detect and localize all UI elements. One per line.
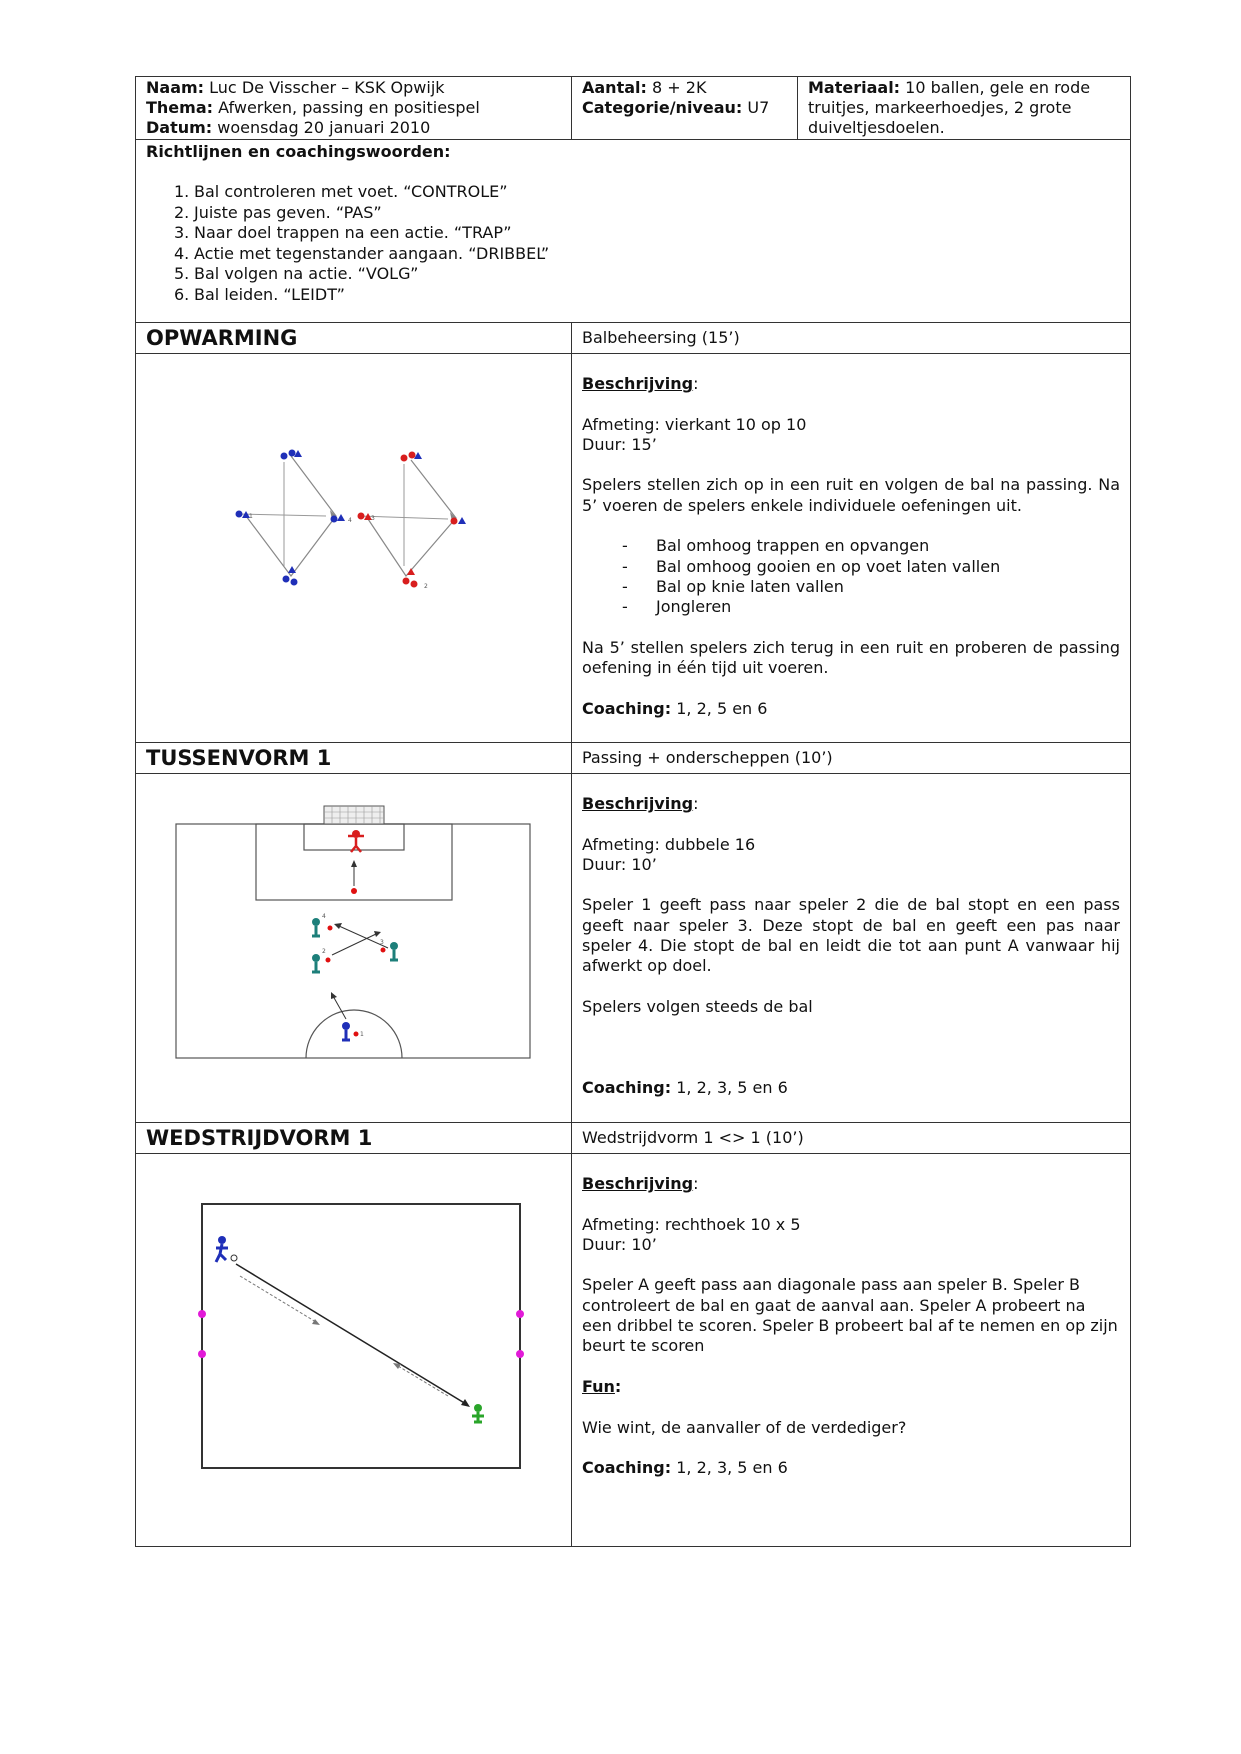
wedstrijdvorm-paragraph-1: Speler A geeft pass aan diagonale pass aan speler B. Speler B controleert de bal en gaat de aanval aan. Speler A probeert na een dribbel te scoren. Speler B probeert bal af te nemen en op zijn beurt te scoren: [582, 1275, 1118, 1356]
opwarming-title: OPWARMING: [146, 326, 298, 350]
duur: Duur: 15’: [582, 434, 657, 454]
categorie-label: Categorie/niveau:: [582, 98, 743, 117]
opwarming-bullets: [582, 536, 1120, 617]
wedstrijdvorm-subtitle-cell: [572, 1123, 1131, 1154]
opwarming-description: Beschrijving: Afmeting: vierkant 10 op 10 Duur: 15’ Spelers stellen zich op in een ruit en volgen de bal na passing. Na 5’ voeren de spelers enkele individuele oefeningen uit. - Bal omhoog trappen en opvangen - Bal omhoog gooien en op voet laten vallen - Bal op knie laten vallen - Jongleren Na 5’ stellen spelers zich terug in een ruit en proberen de passing oefening in één tijd uit voeren. Coaching: 1, 2, 5 en 6: [582, 374, 1120, 718]
wedstrijdvorm-title-cell: [136, 1123, 572, 1154]
wedstrijdvorm-subtitle: Wedstrijdvorm 1 <> 1 (10’): [582, 1128, 804, 1147]
thema-value: Afwerken, passing en positiespel: [218, 98, 480, 117]
player-4: [312, 913, 333, 936]
rule-item: 1. Bal controleren met voet. “CONTROLE”: [174, 182, 508, 201]
rules-cell: [136, 140, 1131, 323]
coaching-label: Coaching:: [582, 1078, 672, 1098]
player-3: [380, 939, 398, 960]
opwarming-diagram: [136, 354, 572, 738]
aantal-value: 8 + 2K: [652, 78, 707, 97]
goal-net: [324, 806, 384, 824]
coaching-value: 1, 2, 5 en 6: [676, 698, 768, 718]
bullet-item: - Bal omhoog gooien en op voet laten vallen: [622, 556, 1001, 576]
aantal-label: Aantal:: [582, 78, 647, 97]
afmeting: Afmeting: rechthoek 10 x 5: [582, 1214, 801, 1234]
materiaal-label: Materiaal:: [808, 78, 901, 97]
beschrijving-label: Beschrijving: [582, 374, 694, 393]
fun-text: Wie wint, de aanvaller of de verdediger?: [582, 1417, 907, 1437]
marker: [516, 1350, 524, 1358]
duur: Duur: 10’: [582, 854, 657, 874]
rule-item: 6. Bal leiden. “LEIDT”: [174, 284, 345, 304]
header-middle: [572, 77, 798, 140]
coaching-label: Coaching:: [582, 698, 672, 718]
tussenvorm-title-cell: [136, 743, 572, 774]
tussenvorm-paragraph-2: Spelers volgen steeds de bal: [582, 996, 813, 1016]
coaching-value: 1, 2, 3, 5 en 6: [676, 1078, 788, 1098]
header-left: [136, 77, 572, 140]
naam-value: Luc De Visscher – KSK Opwijk: [209, 78, 445, 97]
opwarming-title-row: [136, 323, 1131, 354]
tussenvorm-body-row: [136, 774, 1131, 1123]
opwarming-description-cell: [572, 354, 1131, 743]
tussenvorm-diagram-cell: [136, 774, 572, 1123]
marker: [198, 1350, 206, 1358]
bullet-item: - Jongleren: [622, 597, 732, 617]
tussenvorm-diagram: [136, 774, 572, 1118]
datum-label: Datum:: [146, 118, 213, 137]
training-sheet: [135, 76, 1131, 1547]
rule-item: 5. Bal volgen na actie. “VOLG”: [174, 264, 419, 283]
header-right: [798, 77, 1131, 140]
beschrijving-label: Beschrijving: [582, 794, 694, 813]
opwarming-title-cell: [136, 323, 572, 354]
rules-row: [136, 140, 1131, 323]
tussenvorm-subtitle: Passing + onderscheppen (10’): [582, 748, 833, 767]
bullet-item: - Bal omhoog trappen en opvangen: [622, 536, 930, 556]
wedstrijdvorm-body-row: [136, 1154, 1131, 1547]
opwarming-paragraph-1: Spelers stellen zich op in een ruit en volgen de bal na passing. Na 5’ voeren de spelers enkele individuele oefeningen uit.: [582, 475, 1120, 515]
rule-item: 3. Naar doel trappen na een actie. “TRAP”: [174, 223, 512, 242]
rules-title: Richtlijnen en coachingswoorden:: [146, 142, 451, 161]
rule-item: 2. Juiste pas geven. “PAS”: [174, 202, 382, 222]
rules-list: [146, 182, 1120, 305]
wedstrijdvorm-diagram: [136, 1154, 572, 1542]
rule-item: 4. Actie met tegenstander aangaan. “DRIBBEL”: [174, 243, 550, 263]
svg-text:1: 1: [360, 1031, 364, 1038]
duur: Duur: 10’: [582, 1234, 657, 1254]
svg-text:4: 4: [322, 913, 326, 920]
label-4: 4: [348, 517, 352, 524]
opwarming-subtitle: Balbeheersing (15’): [582, 328, 740, 347]
tussenvorm-subtitle-cell: [572, 743, 1131, 774]
label-2: 2: [424, 583, 428, 590]
thema-label: Thema:: [146, 98, 214, 117]
fun-label: Fun: [582, 1376, 615, 1396]
beschrijving-label: Beschrijving: [582, 1174, 694, 1193]
label-1: 1: [249, 513, 253, 520]
afmeting: Afmeting: vierkant 10 op 10: [582, 414, 807, 434]
materiaal-value: 10 ballen, gele en rode truitjes, markeerhoedjes, 2 grote duiveltjesdoelen.: [808, 78, 1091, 137]
naam-label: Naam:: [146, 78, 205, 97]
svg-text:2: 2: [322, 948, 326, 955]
wedstrijdvorm-diagram-cell: [136, 1154, 572, 1547]
player-2: [312, 948, 331, 972]
diamond-left: [236, 450, 353, 586]
datum-value: woensdag 20 januari 2010: [217, 118, 431, 137]
player-a: [216, 1236, 237, 1262]
afmeting: Afmeting: dubbele 16: [582, 834, 756, 854]
opwarming-diagram-cell: [136, 354, 572, 743]
diamond-right: [358, 452, 467, 591]
marker: [516, 1310, 524, 1318]
opwarming-subtitle-cell: [572, 323, 1131, 354]
player-1: [342, 1022, 364, 1040]
tussenvorm-title-row: [136, 743, 1131, 774]
categorie-value: U7: [747, 98, 770, 117]
coaching-value: 1, 2, 3, 5 en 6: [676, 1458, 788, 1478]
bullet-item: - Bal op knie laten vallen: [622, 576, 844, 596]
tussenvorm-paragraph-1: Speler 1 geeft pass naar speler 2 die de bal stopt en een pass geeft naar speler 3. Deze stopt de bal en geeft een pas naar speler 4. Die stopt de bal en leidt die tot aan punt A vanwaar hij afwerkt op doel.: [582, 895, 1120, 976]
wedstrijdvorm-title: WEDSTRIJDVORM 1: [146, 1126, 373, 1150]
coaching-label: Coaching:: [582, 1458, 672, 1478]
header-row: [136, 77, 1131, 140]
opwarming-paragraph-2: Na 5’ stellen spelers zich terug in een ruit en proberen de passing oefening in één tijd uit voeren.: [582, 637, 1120, 678]
tussenvorm-description: Beschrijving: Afmeting: dubbele 16 Duur: 10’ Speler 1 geeft pass naar speler 2 die de bal stopt en een pass geeft naar speler 3. Deze stopt de bal en geeft een pas naar speler 4. Die stopt de bal en leidt die tot aan punt A vanwaar hij afwerkt op doel. Spelers volgen steeds de bal Coaching: 1, 2, 3, 5 en 6: [582, 794, 1120, 1098]
opwarming-body-row: [136, 354, 1131, 743]
tussenvorm-description-cell: [572, 774, 1131, 1123]
player-b: [472, 1404, 484, 1422]
marker: [198, 1310, 206, 1318]
goalkeeper: [348, 830, 364, 852]
wedstrijdvorm-title-row: [136, 1123, 1131, 1154]
label-3: 3: [371, 515, 375, 522]
tussenvorm-title: TUSSENVORM 1: [146, 746, 332, 770]
wedstrijdvorm-description-cell: [572, 1154, 1131, 1547]
svg-text:3: 3: [380, 939, 384, 946]
wedstrijdvorm-description: Beschrijving: Afmeting: rechthoek 10 x 5 Duur: 10’ Speler A geeft pass aan diagonale pass aan speler B. Speler B controleert de bal en gaat de aanval aan. Speler A probeert na een dribbel te scoren. Speler B probeert bal af te nemen en op zijn beurt te scoren Fun: Wie wint, de aanvaller of de verdediger? Coaching: 1, 2, 3, 5 en 6: [582, 1174, 1120, 1478]
